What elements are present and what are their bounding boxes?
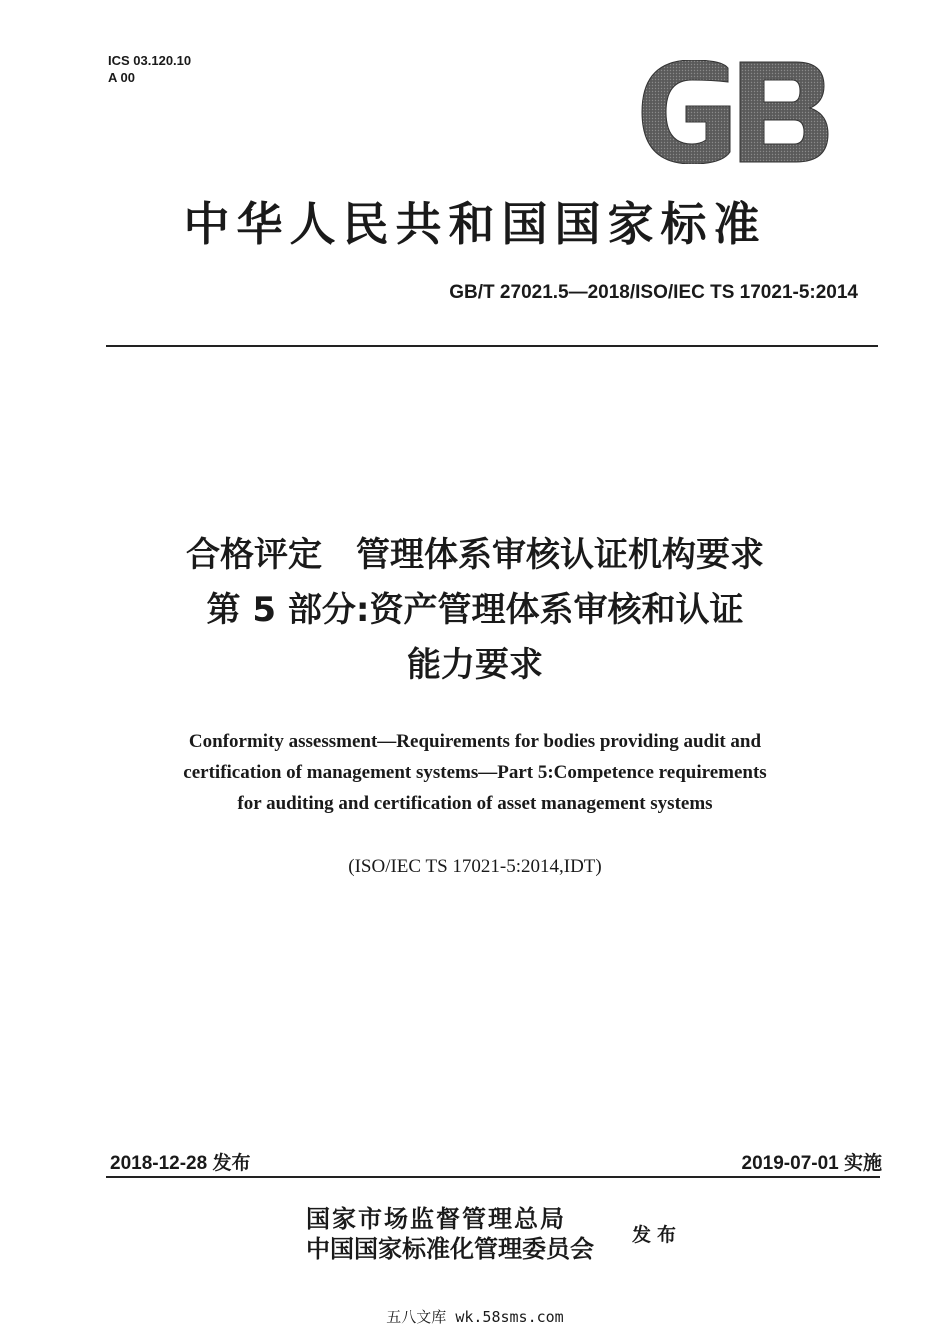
standard-number: GB/T 27021.5—2018/ISO/IEC TS 17021-5:2014 bbox=[449, 282, 858, 303]
issuing-organizations bbox=[306, 1204, 594, 1264]
national-standard-title: 中华人民共和国国家标准 bbox=[183, 197, 767, 251]
title-en-line-2: certification of management systems—Part 5:Competence requirements bbox=[183, 762, 767, 783]
bottom-divider bbox=[106, 1176, 880, 1178]
ics-code: ICS 03.120.10 bbox=[108, 53, 192, 68]
title-en-line-1: Conformity assessment—Requirements for bodies providing audit and bbox=[188, 731, 762, 752]
issuer-sac: 中国国家标准化管理委员会 bbox=[306, 1234, 594, 1263]
issue-date: 2018-12-28 发布 bbox=[110, 1153, 251, 1174]
footer-watermark: 五八文库 wk.58sms.com bbox=[386, 1308, 564, 1326]
document-title-en bbox=[40, 726, 910, 819]
title-cn-line-1: 合格评定 管理体系审核认证机构要求 bbox=[186, 535, 764, 575]
ccs-code: A 00 bbox=[108, 70, 135, 85]
issuer-samr: 国家市场监督管理总局 bbox=[306, 1204, 566, 1233]
top-divider bbox=[106, 345, 878, 347]
publish-label: 发布 bbox=[632, 1224, 683, 1246]
title-en-line-3: for auditing and certification of asset management systems bbox=[237, 793, 713, 814]
document-title-cn bbox=[40, 528, 910, 693]
gb-logo bbox=[636, 60, 830, 164]
equivalence-note: (ISO/IEC TS 17021-5:2014,IDT) bbox=[348, 856, 602, 877]
implementation-date: 2019-07-01 实施 bbox=[741, 1153, 882, 1174]
title-cn-line-2: 第 5 部分:资产管理体系审核和认证 bbox=[206, 590, 744, 630]
classification-codes bbox=[108, 52, 191, 86]
title-cn-line-3: 能力要求 bbox=[407, 645, 543, 685]
